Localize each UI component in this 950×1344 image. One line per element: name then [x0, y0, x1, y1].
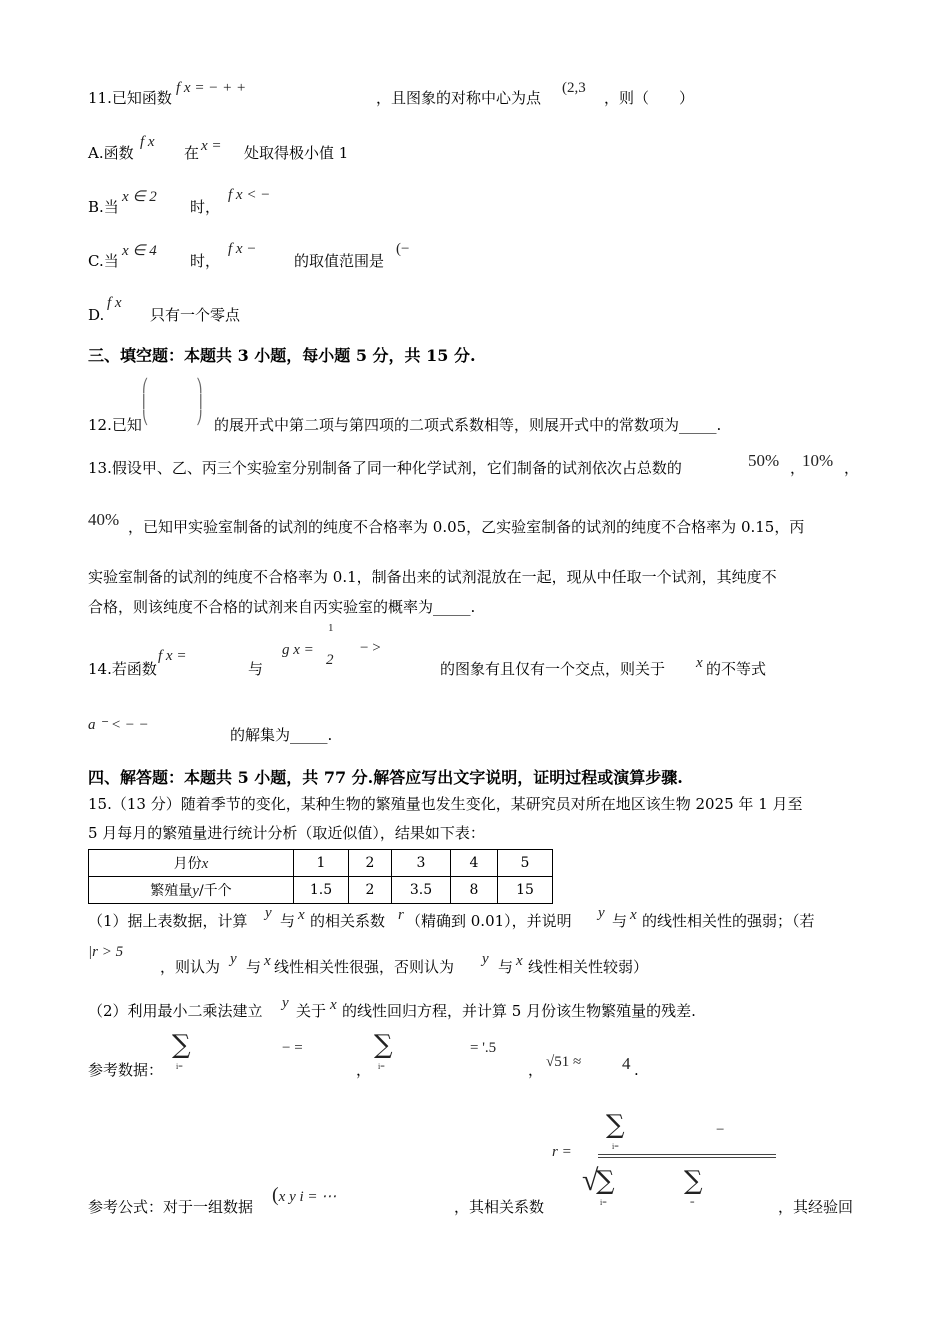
sum-1-expr: − =: [282, 1040, 303, 1056]
q15-var-y: y: [482, 951, 489, 967]
q15-var-x: x: [330, 997, 337, 1013]
table-cell-value: 1.5: [294, 877, 349, 904]
table-row: [89, 850, 553, 877]
q15-var-y: y: [230, 951, 237, 967]
q11-option-a-prefix: A.函数: [88, 144, 134, 162]
formula-numerator-sum: ∑: [606, 1110, 625, 1140]
q12-binomial-right-paren: ⎞ ⎟ ⎠: [196, 378, 203, 425]
q14-mid: 与: [248, 660, 264, 678]
sqrt51-value: 4: [622, 1054, 631, 1073]
q15-line1: 15.（13 分）随着季节的变化，某种生物的繁殖量也发生变化，某研究员对所在地区该生物 2025 年 1 月至: [88, 795, 803, 813]
q13-line3: 实验室制备的试剂的纯度不合格率为 0.1，制备出来的试剂混放在一起，现从中任取一个试剂，其纯度不: [88, 568, 777, 586]
sum-1-index: i=: [176, 1062, 183, 1071]
q15-var-x: x: [264, 953, 271, 969]
q13-line2: ，已知甲实验室制备的试剂的纯度不合格率为 0.05，乙实验室制备的试剂的纯度不合格率为 0.15，丙: [128, 518, 805, 536]
q15-part2-a: （2）利用最小二乘法建立: [88, 1002, 263, 1020]
q13-percent-3: 40%: [88, 510, 120, 529]
q15-part1-f: 的线性相关性的强弱；（若: [642, 912, 815, 930]
section-3-title: 三、填空题：本题共 3 小题，每小题 5 分，共 15 分.: [88, 346, 476, 365]
q13-percent-2: 10%: [802, 451, 834, 470]
q11-stem-suffix: ，则（ ）: [604, 89, 695, 107]
q11-option-a-mid1: 在: [184, 144, 200, 162]
q14-g-base: 2: [326, 652, 334, 668]
table-cell-value: 15: [498, 877, 553, 904]
q11-option-b-ineq: f x < −: [228, 187, 271, 203]
q11-option-b-domain: x ∈ 2: [122, 189, 157, 205]
q14-suffix: 的图象有且仅有一个交点，则关于: [440, 660, 666, 678]
q11-option-c-range: (−: [396, 241, 410, 257]
q14-f-expr: f x =: [158, 648, 187, 664]
q13-comma-1: ，: [790, 459, 806, 477]
q11-option-c-prefix: C.当: [88, 252, 119, 270]
q14-g-condition: − >: [360, 640, 381, 656]
q15-ref-formula-label: 参考公式：对于一组数据: [88, 1198, 254, 1216]
ref-comma-1: ，: [356, 1061, 372, 1079]
formula-fraction-bar: [598, 1154, 776, 1158]
q15-abs-r-condition: |r > 5: [88, 944, 124, 960]
sum-2-symbol: ∑: [374, 1030, 393, 1060]
ref-comma-2: ，: [528, 1061, 544, 1079]
q15-part1-c: 的相关系数: [310, 912, 386, 930]
q13-line1: 13.假设甲、乙、丙三个实验室分别制备了同一种化学试剂，它们制备的试剂依次占总数的: [88, 459, 682, 477]
ref-period: .: [634, 1061, 639, 1079]
q11-symmetry-center: (2,3: [562, 80, 586, 96]
table-cell-month: 3: [392, 850, 451, 877]
q11-stem-prefix: 11.已知函数: [88, 89, 172, 107]
q15-part1-j: 与: [498, 958, 514, 976]
q15-corr-text: ，其相关系数: [454, 1198, 545, 1216]
formula-numerator-expr: −: [716, 1122, 725, 1138]
breeding-data-table: [88, 849, 553, 904]
formula-sqrt-sign: √: [582, 1164, 599, 1197]
table-cell-value: 2: [349, 877, 392, 904]
q13-comma-2: ，: [844, 459, 860, 477]
q15-line2: 5 月每月的繁殖量进行统计分析（取近似值），结果如下表：: [88, 824, 485, 842]
q15-var-x: x: [298, 907, 305, 923]
table-cell-month: 4: [451, 850, 498, 877]
q11-option-c-suffix: 的取值范围是: [294, 252, 385, 270]
q11-option-a-xeq: x =: [201, 138, 222, 154]
q15-var-x: x: [516, 953, 523, 969]
q12-prefix: 12.已知: [88, 416, 142, 434]
q11-option-d-suffix: 只有一个零点: [150, 306, 241, 324]
q15-part1-k: 线性相关性较弱）: [528, 958, 649, 976]
q14-inequality: a ⁻ < − −: [88, 717, 149, 733]
formula-denominator-sum-2: ∑: [684, 1166, 703, 1196]
q11-option-a-mid2: 处取得极小值 1: [244, 144, 349, 162]
q11-option-c-domain: x ∈ 4: [122, 243, 157, 259]
q11-option-d-prefix: D.: [88, 306, 105, 324]
formula-denominator-index-2: =: [690, 1198, 695, 1207]
q15-ref-data-label: 参考数据：: [88, 1061, 164, 1079]
table-cell-value: 3.5: [392, 877, 451, 904]
q12-text: 的展开式中第二项与第四项的二项式系数相等，则展开式中的常数项为_____.: [214, 416, 722, 434]
q14-var-x: x: [696, 655, 703, 671]
q14-prefix: 14.若函数: [88, 660, 157, 678]
table-cell-value: 8: [451, 877, 498, 904]
q15-part1-b: 与: [280, 912, 296, 930]
table-cell-month: 2: [349, 850, 392, 877]
sum-1-symbol: ∑: [172, 1030, 191, 1060]
q11-function-expression: f x = − + +: [176, 80, 247, 96]
q15-tail-text: ，其经验回: [778, 1198, 854, 1216]
q15-part1-i: 线性相关性很强，否则认为: [274, 958, 455, 976]
q11-stem-mid: ，且图象的对称中心为点: [376, 89, 542, 107]
table-cell-month: 1: [294, 850, 349, 877]
q14-suffix2: 的不等式: [706, 660, 767, 678]
q15-var-x: x: [630, 907, 637, 923]
q15-part1-d: （精确到 0.01），并说明: [406, 912, 572, 930]
q11-option-c-expr: f x −: [228, 241, 257, 257]
sqrt51-approx: √51 ≈: [546, 1054, 582, 1070]
formula-r-eq: r =: [552, 1144, 572, 1160]
q13-percent-1: 50%: [748, 451, 780, 470]
q14-g-expr: g x =: [282, 642, 314, 658]
q11-option-a-fx: f x: [140, 134, 155, 150]
q15-part1-h: 与: [246, 958, 262, 976]
q12-binomial-left-paren: ⎛ ⎜ ⎝: [142, 378, 149, 425]
q15-part1-e: 与: [612, 912, 628, 930]
table-header-month: 月份x: [89, 850, 294, 877]
sum-2-index: i=: [378, 1062, 385, 1071]
formula-numerator-index: i=: [612, 1142, 619, 1151]
q11-option-c-mid: 时，: [190, 252, 221, 270]
section-4-title: 四、解答题：本题共 5 小题，共 77 分.解答应写出文字说明，证明过程或演算步骤.: [88, 768, 683, 787]
q15-part1-a: （1）据上表数据，计算: [88, 912, 248, 930]
q15-var-y: y: [265, 905, 272, 921]
formula-denominator-sum-1: ∑: [596, 1166, 615, 1196]
formula-denominator-index-1: i=: [600, 1198, 607, 1207]
q11-option-b-prefix: B.当: [88, 198, 119, 216]
q15-part2-b: 关于: [296, 1002, 327, 1020]
q14-ineq-tail: 的解集为_____.: [230, 726, 333, 744]
sum-2-expr: = '.5: [470, 1040, 497, 1056]
table-header-breeding: 繁殖量y/千个: [89, 877, 294, 904]
q13-line4: 合格，则该纯度不合格的试剂来自丙实验室的概率为_____.: [88, 598, 476, 616]
table-cell-month: 5: [498, 850, 553, 877]
q11-option-d-fx: f x: [107, 295, 122, 311]
q15-var-y: y: [598, 905, 605, 921]
q15-var-y: y: [282, 995, 289, 1011]
q15-var-r: r: [398, 907, 404, 923]
q11-option-b-mid: 时，: [190, 198, 221, 216]
q15-part2-c: 的线性回归方程，并计算 5 月份该生物繁殖量的残差.: [342, 1002, 696, 1020]
formula-data-pairs: (x y i = ⋯: [272, 1184, 337, 1206]
q15-part1-g: ，则认为: [160, 958, 221, 976]
table-row: [89, 877, 553, 904]
q14-g-exponent: 1: [328, 622, 334, 634]
